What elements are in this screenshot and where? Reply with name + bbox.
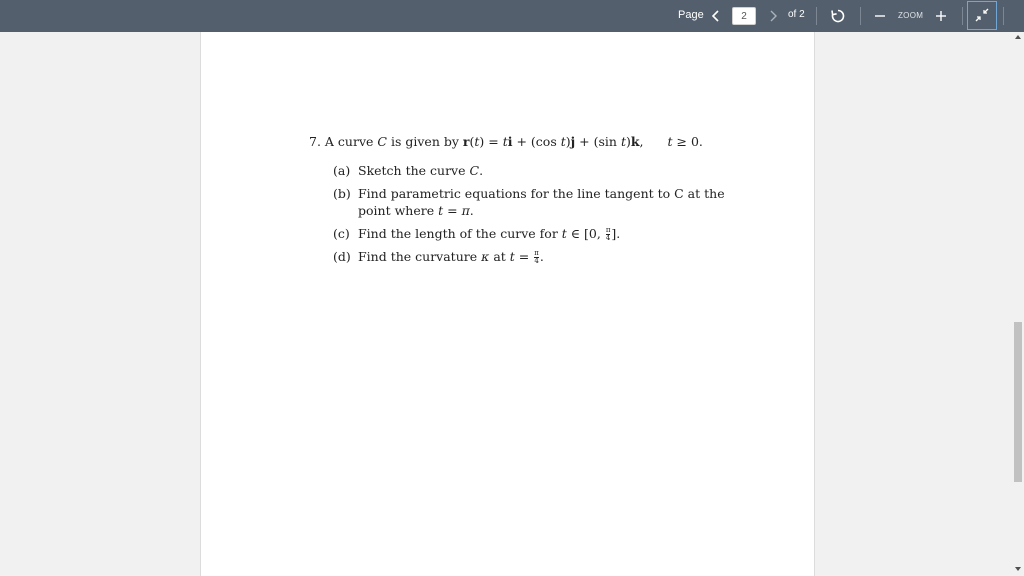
math-symbol: ): [565, 134, 571, 149]
part-label: (c): [333, 226, 350, 241]
part-text: point where: [358, 203, 435, 218]
math-vector: r: [462, 134, 470, 149]
toolbar-divider: [1003, 7, 1004, 25]
fit-page-button[interactable]: [967, 1, 997, 30]
toolbar-divider: [816, 7, 817, 25]
question-number: 7.: [309, 134, 321, 149]
page-count-label: of 2: [788, 9, 805, 20]
part-text: Find the curvature: [358, 249, 478, 264]
chevron-right-icon: [765, 6, 781, 26]
document-page: [200, 32, 815, 576]
math-symbol: =: [447, 203, 458, 218]
part-text: at: [493, 249, 506, 264]
math-vector: i: [507, 134, 513, 149]
math-var: t: [474, 134, 480, 149]
toolbar-divider: [860, 7, 861, 25]
math-symbol: + (cos: [516, 134, 557, 149]
math-var: t: [509, 249, 515, 264]
math-symbol: =: [518, 249, 530, 264]
math-symbol: + (sin: [579, 134, 617, 149]
scrollbar-thumb[interactable]: [1014, 322, 1022, 482]
part-label: (b): [333, 186, 351, 201]
math-vector: k: [630, 134, 640, 149]
math-var: t: [560, 134, 566, 149]
part-a: [333, 163, 483, 178]
math-var: t: [438, 203, 444, 218]
previous-page-button[interactable]: [708, 6, 724, 26]
math-var: π: [461, 203, 470, 218]
math-var: κ: [481, 249, 490, 264]
part-label: (a): [333, 163, 351, 178]
fraction: [606, 227, 611, 242]
document-canvas[interactable]: [0, 32, 1012, 576]
zoom-out-button[interactable]: [873, 7, 887, 25]
math-symbol: ,: [639, 134, 644, 149]
vertical-scrollbar[interactable]: [1012, 32, 1024, 576]
math-var: t: [502, 134, 508, 149]
math-var: C: [377, 134, 387, 149]
zoom-label: ZOOM: [898, 11, 924, 20]
question-7: [309, 134, 703, 149]
math-symbol: ∈ [0,: [570, 226, 601, 241]
fraction-denominator: 4: [534, 257, 539, 265]
math-symbol: ].: [611, 226, 621, 241]
math-symbol: ): [625, 134, 631, 149]
minus-icon: [873, 7, 887, 25]
math-var: t: [561, 226, 567, 241]
part-b: [333, 186, 725, 201]
zoom-in-button[interactable]: [933, 7, 949, 25]
scroll-down-arrow-icon[interactable]: [1015, 567, 1021, 571]
math-symbol: ≥ 0.: [676, 134, 703, 149]
page-number-input[interactable]: [732, 7, 756, 25]
math-var: t: [620, 134, 626, 149]
viewer-toolbar: [0, 0, 1024, 32]
part-text: Find the length of the curve for: [358, 226, 558, 241]
next-page-button[interactable]: [765, 6, 781, 26]
fraction-denominator: 4: [605, 234, 611, 242]
math-symbol: ) =: [479, 134, 499, 149]
fraction-numerator: π: [605, 226, 611, 234]
rotate-button[interactable]: [829, 7, 847, 25]
math-symbol: .: [469, 203, 474, 218]
rotate-icon: [829, 7, 847, 25]
part-label: (d): [333, 249, 351, 264]
part-c: [333, 226, 620, 242]
part-text: Find parametric equations for the line tangent to C at the: [358, 186, 725, 201]
toolbar-divider: [962, 7, 963, 25]
math-var: t: [667, 134, 673, 149]
page-label: Page: [678, 9, 704, 21]
chevron-left-icon: [708, 6, 724, 26]
math-symbol: .: [479, 163, 484, 178]
math-symbol: (: [469, 134, 475, 149]
fit-page-icon: [968, 2, 996, 29]
fraction-numerator: π: [534, 249, 539, 257]
math-symbol: .: [539, 249, 544, 264]
math-vector: j: [570, 134, 576, 149]
scroll-up-arrow-icon[interactable]: [1015, 35, 1021, 39]
math-var: C: [469, 163, 480, 178]
question-text: A curve: [324, 134, 374, 149]
part-d: [333, 249, 544, 265]
domain-condition: [668, 134, 703, 149]
question-text: is given by: [390, 134, 459, 149]
plus-icon: [933, 7, 949, 25]
part-b-continuation: [358, 203, 474, 218]
fraction: [534, 250, 539, 265]
part-text: Sketch the curve: [358, 163, 466, 178]
